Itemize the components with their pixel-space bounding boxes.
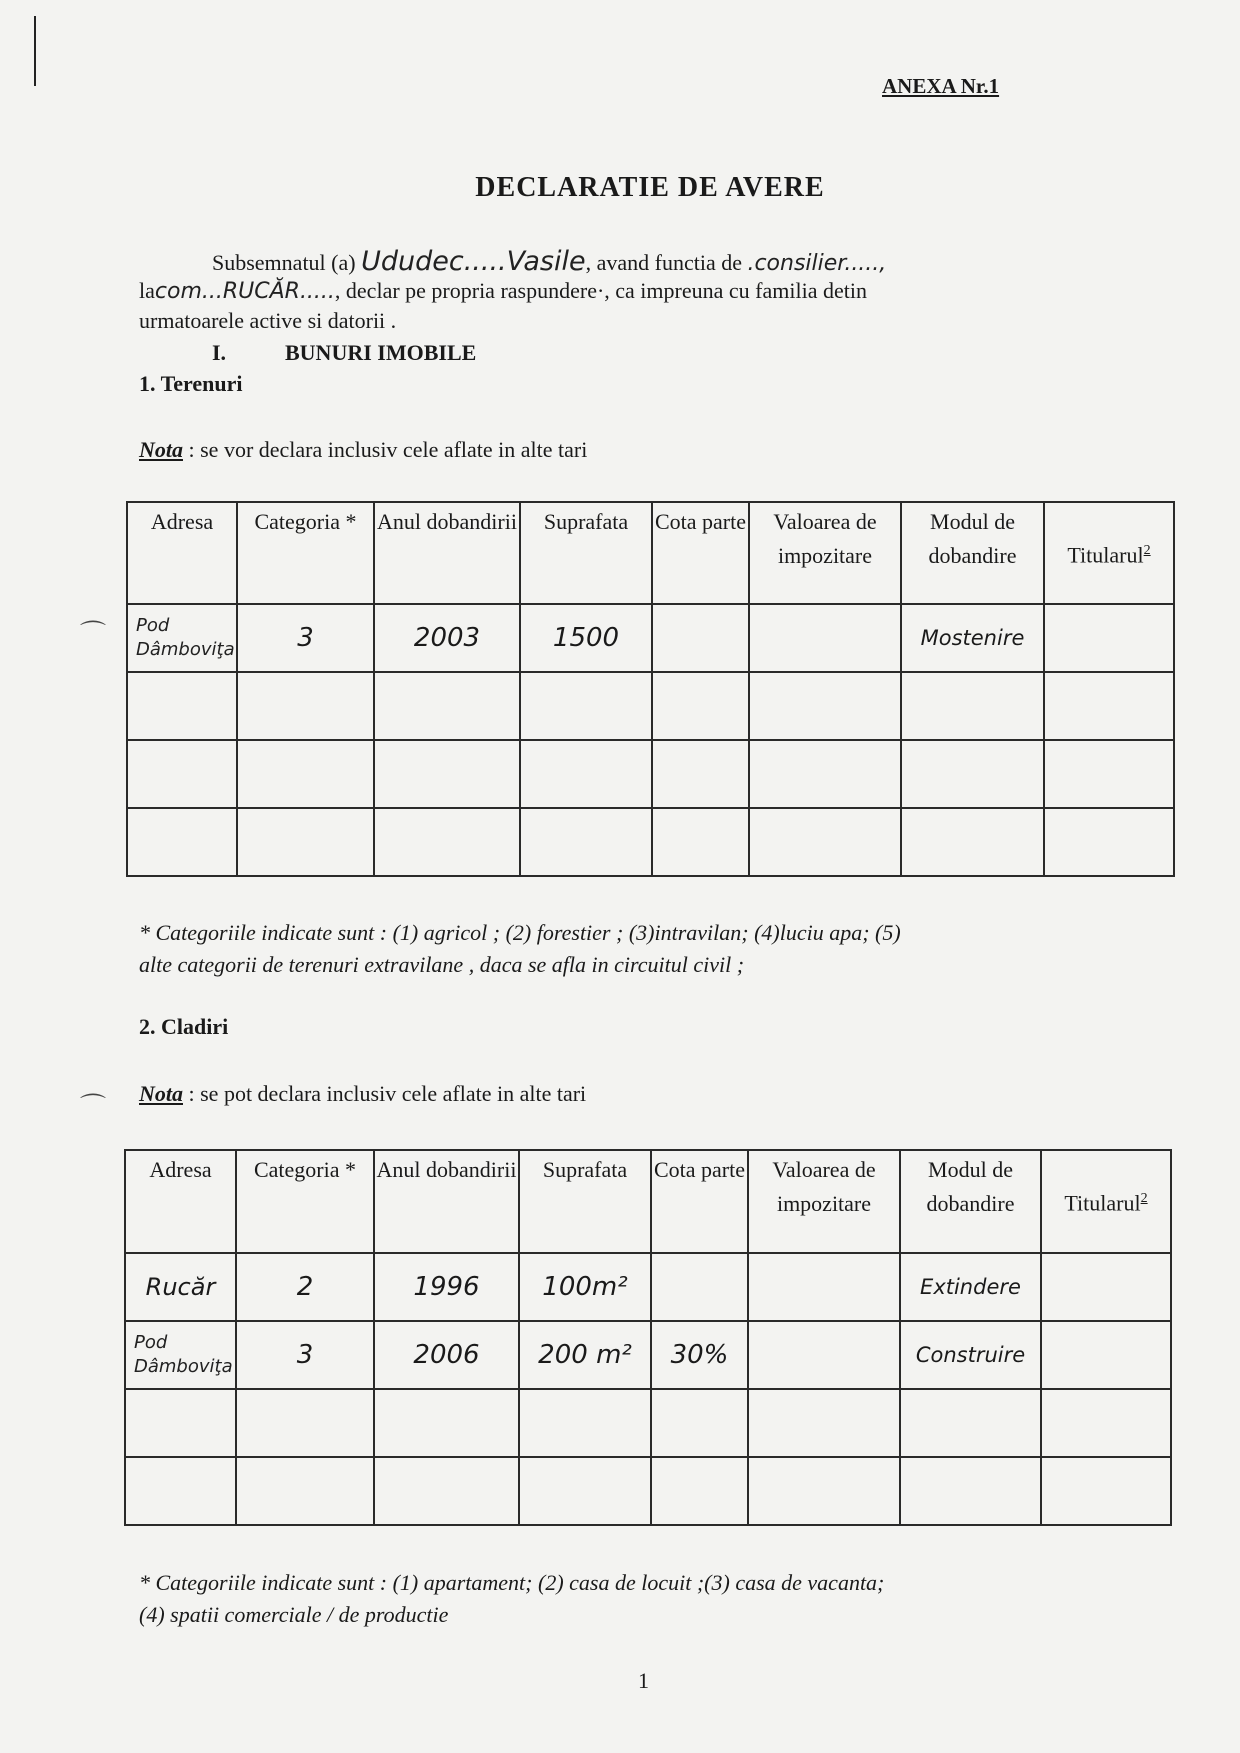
- cell-empty: [652, 672, 749, 740]
- functia-label: , avand functia de: [585, 250, 742, 275]
- cell-categoria: 3: [237, 604, 374, 672]
- cell-adresa: Pod Dâmboviţa: [127, 604, 237, 672]
- cladiri-footnote-1: * Categoriile indicate sunt : (1) apartament; (2) casa de locuit ;(3) casa de vacanta;: [139, 1570, 885, 1595]
- cell-empty: [519, 1457, 651, 1525]
- cell-empty: [901, 808, 1044, 876]
- functia-value: .consilier.....,: [747, 251, 887, 276]
- institution-value: com...RUCĂR.....: [154, 279, 335, 304]
- cell-empty: [127, 808, 237, 876]
- section-number: I.: [212, 340, 227, 365]
- cell-suprafata: 100m²: [519, 1253, 651, 1321]
- cell-titularul: [1041, 1321, 1171, 1389]
- cell-anul: 1996: [374, 1253, 519, 1321]
- cell-empty: [520, 672, 652, 740]
- table-row: [125, 1457, 1171, 1525]
- declaration-text-1: , declar pe propria raspundere·, ca impreuna cu familia detin: [334, 278, 867, 303]
- table-row: [127, 808, 1174, 876]
- cell-empty: [237, 740, 374, 808]
- declaration-line-1: [212, 246, 886, 277]
- cell-empty: [749, 672, 901, 740]
- header-suprafata: Suprafata: [519, 1150, 651, 1253]
- header-adresa: Adresa: [125, 1150, 236, 1253]
- nota-label: Nota: [139, 1081, 183, 1106]
- cell-empty: [1044, 740, 1174, 808]
- table-header-row: [125, 1150, 1171, 1253]
- header-titularul: Titularul$^2$: [1041, 1150, 1171, 1253]
- table-row: [127, 740, 1174, 808]
- cell-empty: [900, 1389, 1041, 1457]
- cell-cota: 30%: [651, 1321, 748, 1389]
- table-row: [127, 672, 1174, 740]
- cell-modul: Extindere: [900, 1253, 1041, 1321]
- cell-suprafata: 200 m²: [519, 1321, 651, 1389]
- cell-empty: [901, 740, 1044, 808]
- cell-anul: 2006: [374, 1321, 519, 1389]
- table-row: [127, 604, 1174, 672]
- cell-empty: [374, 672, 520, 740]
- cell-anul: 2003: [374, 604, 520, 672]
- cell-cota: [652, 604, 749, 672]
- terenuri-footnote-2: alte categorii de terenuri extravilane , daca se afla in circuitul civil ;: [139, 952, 745, 977]
- header-modul: Modul de dobandire: [901, 502, 1044, 604]
- table-row: [125, 1321, 1171, 1389]
- table-row: [125, 1389, 1171, 1457]
- cell-empty: [900, 1457, 1041, 1525]
- page-number: 1: [638, 1668, 649, 1693]
- header-anul: Anul dobandirii: [374, 1150, 519, 1253]
- header-valoarea: Valoarea de impozitare: [748, 1150, 900, 1253]
- page-title: DECLARATIE DE AVERE: [475, 172, 825, 203]
- scan-mark-glyph: ⌒: [80, 1093, 107, 1122]
- cell-empty: [652, 808, 749, 876]
- cell-empty: [519, 1389, 651, 1457]
- cladiri-footnote-2: (4) spatii comerciale / de productie: [139, 1602, 449, 1627]
- cell-empty: [652, 740, 749, 808]
- nota-text: : se pot declara inclusiv cele aflate in alte tari: [183, 1081, 587, 1106]
- terenuri-nota: [139, 437, 587, 463]
- header-anul: Anul dobandirii: [374, 502, 520, 604]
- header-modul: Modul de dobandire: [900, 1150, 1041, 1253]
- cell-empty: [748, 1389, 900, 1457]
- scan-mark-glyph: ⌒: [80, 620, 107, 649]
- cell-empty: [125, 1389, 236, 1457]
- table-row: [125, 1253, 1171, 1321]
- section-title: BUNURI IMOBILE: [285, 340, 477, 365]
- terenuri-heading: 1. Terenuri: [139, 371, 243, 396]
- terenuri-footnote-1: * Categoriile indicate sunt : (1) agricol ; (2) forestier ; (3)intravilan; (4)luciu apa; (5): [139, 920, 901, 945]
- cell-valoarea: [748, 1321, 900, 1389]
- cell-valoarea: [749, 604, 901, 672]
- header-categoria: Categoria *: [236, 1150, 374, 1253]
- declaration-line-2: [139, 278, 867, 304]
- cladiri-heading: 2. Cladiri: [139, 1014, 229, 1039]
- la-label: la: [139, 278, 155, 303]
- cell-empty: [125, 1457, 236, 1525]
- cell-empty: [651, 1457, 748, 1525]
- cell-valoarea: [748, 1253, 900, 1321]
- cell-empty: [520, 740, 652, 808]
- table-header-row: [127, 502, 1174, 604]
- cell-empty: [237, 808, 374, 876]
- cell-titularul: [1044, 604, 1174, 672]
- cell-empty: [1044, 672, 1174, 740]
- cell-cota: [651, 1253, 748, 1321]
- nota-text: : se vor declara inclusiv cele aflate in alte tari: [183, 437, 588, 462]
- header-categoria: Categoria *: [237, 502, 374, 604]
- header-suprafata: Suprafata: [520, 502, 652, 604]
- declarant-name: Ududec.....Vasile: [361, 246, 586, 277]
- cell-suprafata: 1500: [520, 604, 652, 672]
- cell-empty: [237, 672, 374, 740]
- subsemnatul-label: Subsemnatul (a): [212, 250, 356, 275]
- cell-empty: [374, 808, 520, 876]
- cell-empty: [236, 1457, 374, 1525]
- cell-modul: Construire: [900, 1321, 1041, 1389]
- cell-categoria: 2: [236, 1253, 374, 1321]
- header-cota: Cota parte: [652, 502, 749, 604]
- header-valoarea: Valoarea de impozitare: [749, 502, 901, 604]
- cell-empty: [374, 1389, 519, 1457]
- nota-label: Nota: [139, 437, 183, 462]
- cell-empty: [1041, 1457, 1171, 1525]
- cell-titularul: [1041, 1253, 1171, 1321]
- cell-categoria: 3: [236, 1321, 374, 1389]
- cell-empty: [127, 740, 237, 808]
- cell-empty: [374, 1457, 519, 1525]
- cell-empty: [749, 740, 901, 808]
- cell-modul: Mostenire: [901, 604, 1044, 672]
- cell-empty: [901, 672, 1044, 740]
- cell-empty: [1041, 1389, 1171, 1457]
- cladiri-table: [124, 1149, 1172, 1526]
- cell-adresa: Rucăr: [125, 1253, 236, 1321]
- cell-empty: [1044, 808, 1174, 876]
- cell-empty: [374, 740, 520, 808]
- annex-label: ANEXA Nr.1: [882, 74, 1000, 98]
- cell-adresa: Pod Dâmboviţa: [125, 1321, 236, 1389]
- header-cota: Cota parte: [651, 1150, 748, 1253]
- cell-empty: [236, 1389, 374, 1457]
- cell-empty: [651, 1389, 748, 1457]
- scan-edge-mark: [34, 16, 36, 86]
- cell-empty: [520, 808, 652, 876]
- cell-empty: [748, 1457, 900, 1525]
- cell-empty: [127, 672, 237, 740]
- header-titularul: Titularul$^2$: [1044, 502, 1174, 604]
- cell-empty: [749, 808, 901, 876]
- header-adresa: Adresa: [127, 502, 237, 604]
- terenuri-table: [126, 501, 1175, 877]
- cladiri-nota: [139, 1081, 586, 1107]
- declaration-text-2: urmatoarele active si datorii .: [139, 308, 397, 333]
